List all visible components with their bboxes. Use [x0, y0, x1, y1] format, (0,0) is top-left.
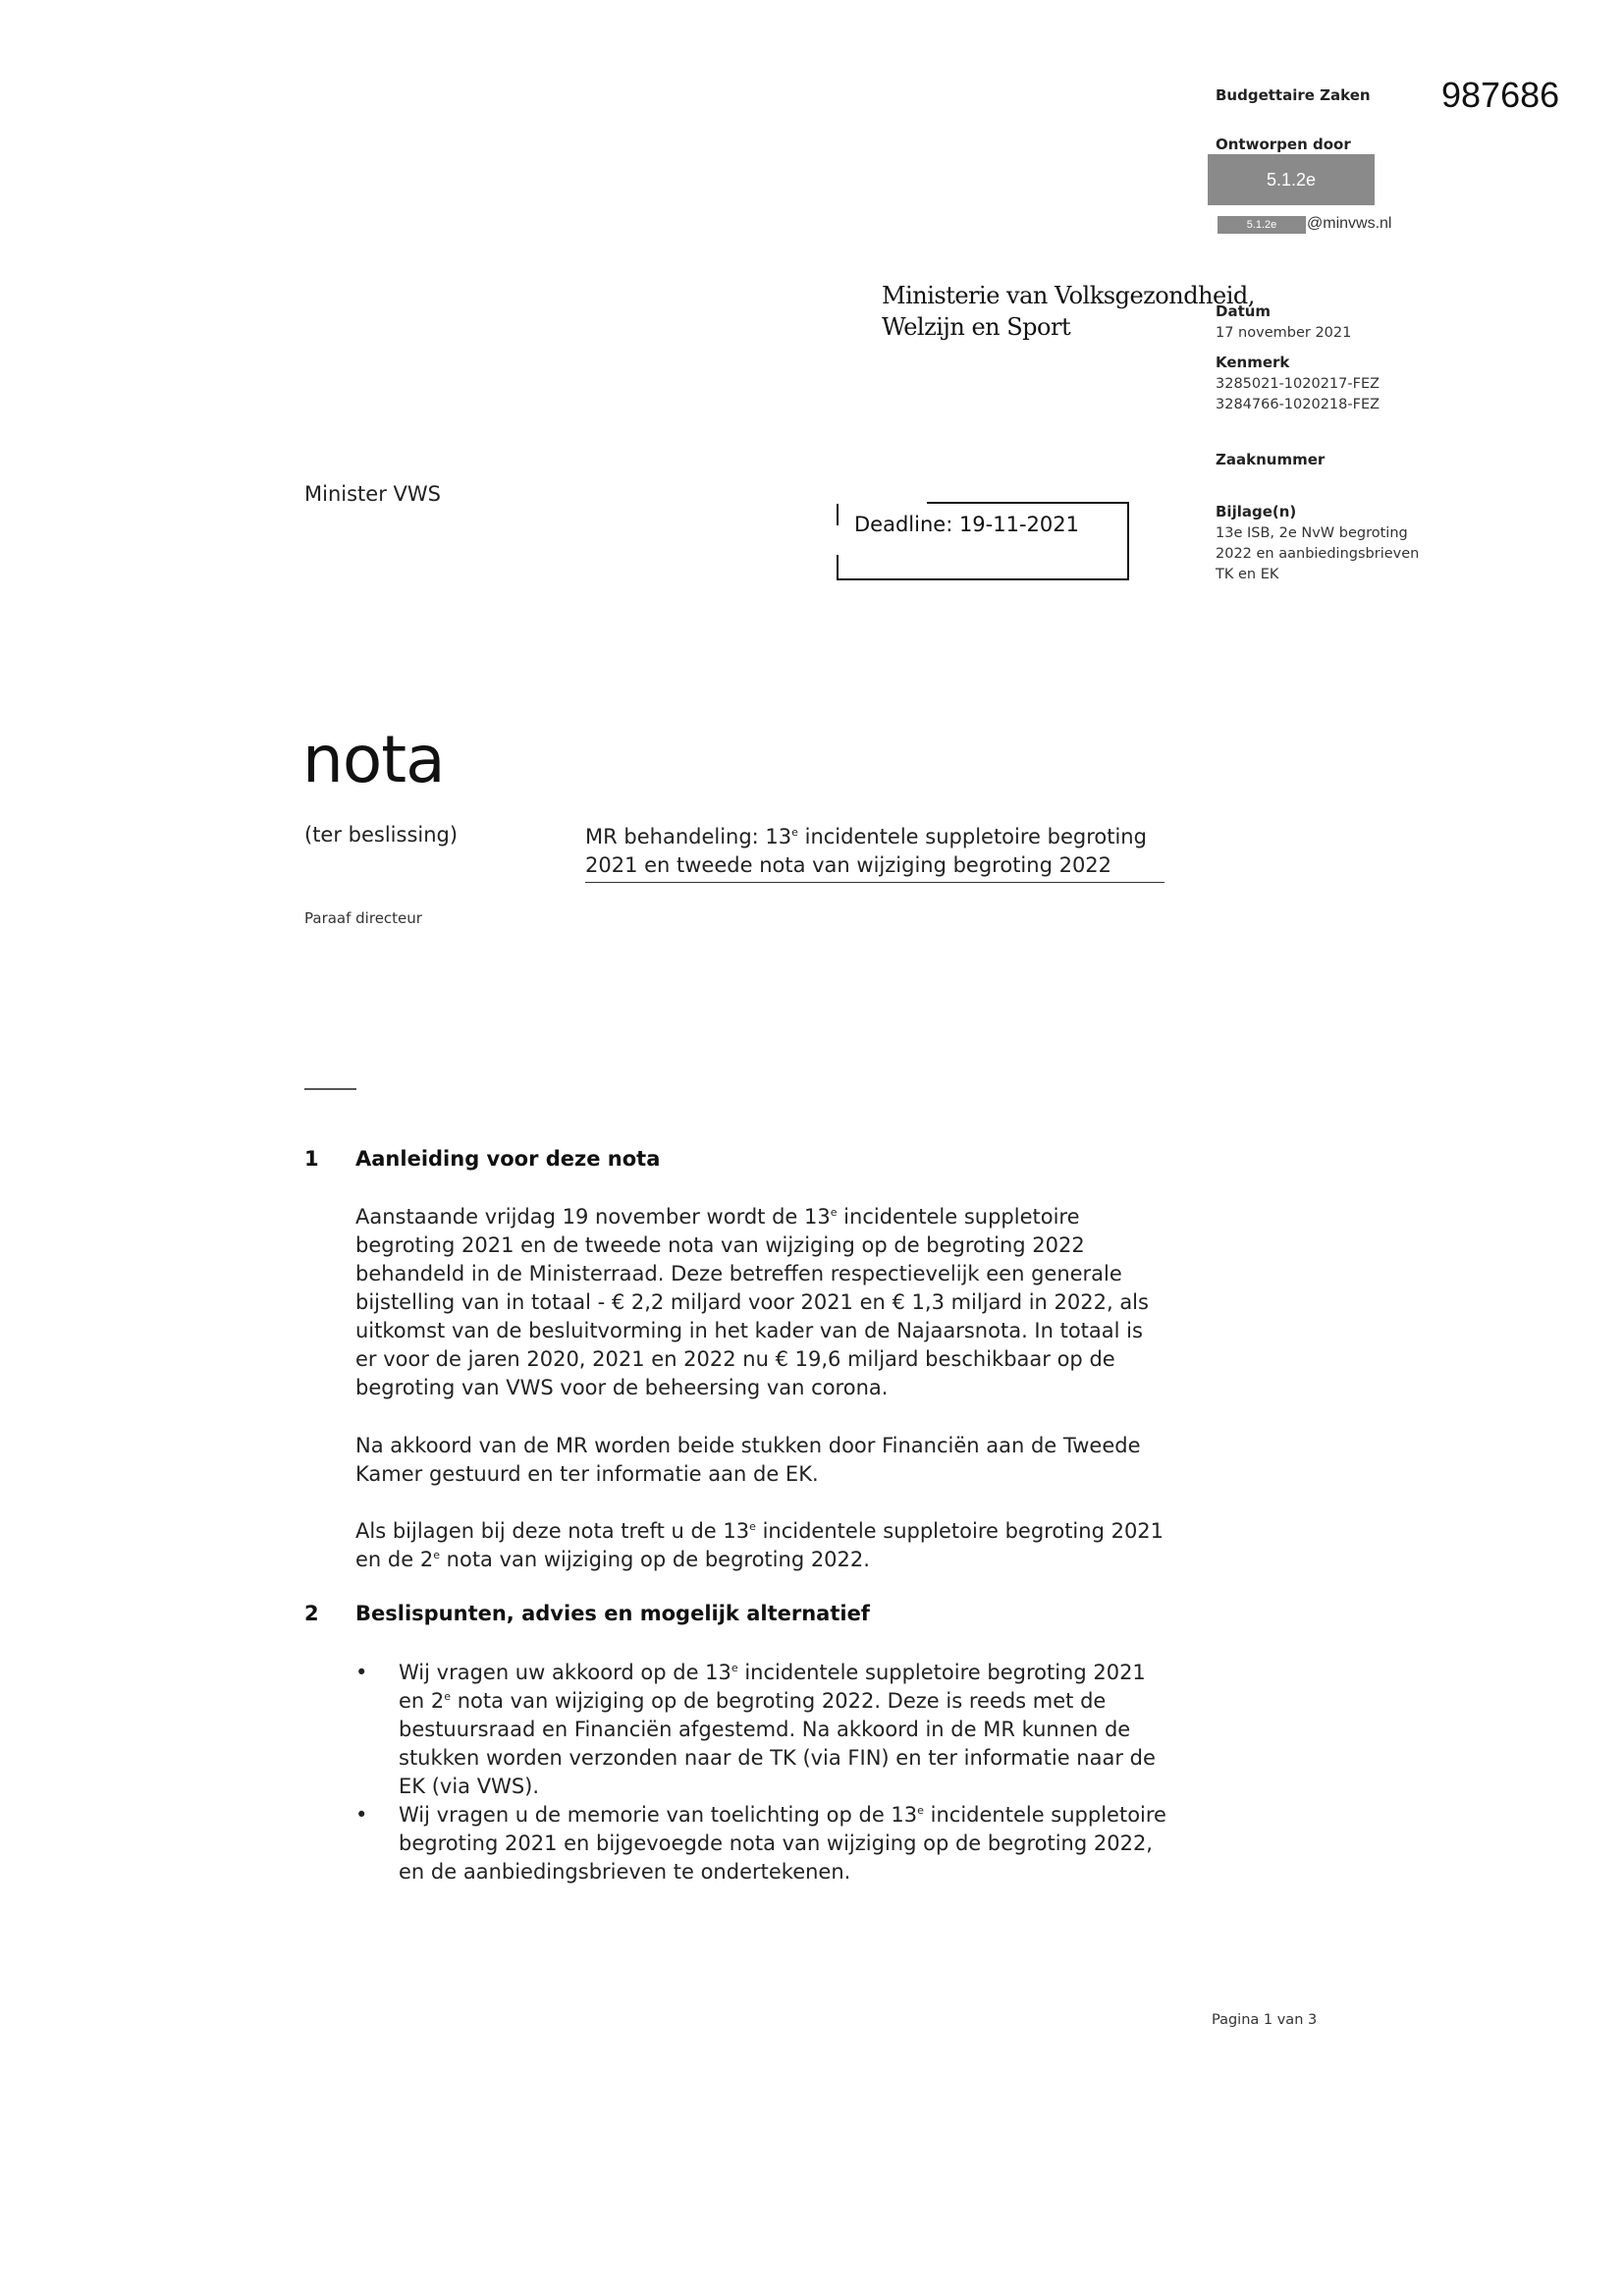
document-title: nota [302, 722, 445, 797]
paraaf-label: Paraaf directeur [304, 909, 422, 927]
date-label: Datum [1216, 302, 1272, 320]
divider [304, 1088, 356, 1090]
decision-type: (ter beslissing) [304, 823, 459, 847]
recipient: Minister VWS [304, 482, 441, 506]
section-1-paragraph-1: Aanstaande vrijdag 19 november wordt de 13e incidentele suppletoire begroting 2021 en de tweede nota van wijziging op de begroting 2022 behandeld in de Ministerraad. Deze betreffen respectievelijk een generale bijstelling van in totaal - € 2,2 miljard voor 2021 en € 1,3 miljard in 2022, als uitkomst van de besluitvorming in het kader van de Najaarsnota. In totaal is er voor de jaren 2020, 2021 en 2022 nu € 19,6 miljard beschikbaar op de begroting van VWS voor de beheersing van corona. [355, 1205, 1149, 1399]
bullet-icon: • [355, 1661, 368, 1684]
document-number: 987686 [1441, 75, 1560, 115]
reference-value-1: 3285021-1020217-FEZ [1216, 376, 1380, 392]
date-value: 17 november 2021 [1216, 325, 1352, 341]
cut-off-sidebar-label: Budgettaire Zaken [1216, 86, 1371, 104]
section-1-heading: Aanleiding voor deze nota [355, 1147, 661, 1171]
section-1-paragraph-2: Na akkoord van de MR worden beide stukken door Financiën aan de Tweede Kamer gestuurd en ter informatie aan de EK. [355, 1434, 1141, 1486]
email-suffix: @minvws.nl [1307, 215, 1392, 232]
bullet-icon: • [355, 1803, 368, 1827]
attachments-line-3: TK en EK [1216, 567, 1279, 582]
section-2-heading: Beslispunten, advies en mogelijk alternatief [355, 1602, 870, 1625]
designed-by-label: Ontworpen door [1216, 136, 1351, 153]
page-number: Pagina 1 van 3 [1212, 2012, 1318, 2028]
case-number-label: Zaaknummer [1216, 451, 1326, 468]
attachments-label: Bijlage(n) [1216, 503, 1297, 520]
section-1-number: 1 [304, 1147, 319, 1171]
ministry-line-1: Ministerie van Volksgezondheid, [882, 282, 1255, 309]
section-2-bullet-2: • Wij vragen u de memorie van toelichting op de 13e incidentele suppletoire begroting 2021 en bijgevoegde nota van wijziging op de begroting 2022, en de aanbiedingsbrieven te ondertekenen. [355, 1803, 1166, 1884]
reference-label: Kenmerk [1216, 354, 1290, 371]
attachments-line-1: 13e ISB, 2e NvW begroting [1216, 525, 1408, 541]
subject: MR behandeling: 13e incidentele suppletoire begroting 2021 en tweede nota van wijziging begroting 2022 [585, 823, 1164, 883]
deadline-text: Deadline: 19-11-2021 [854, 513, 1079, 536]
section-2-bullet-1: • Wij vragen uw akkoord op de 13e incidentele suppletoire begroting 2021 en 2e nota van wijziging op de begroting 2022. Deze is reeds met de bestuursraad en Financiën afgestemd. Na akkoord in de MR kunnen de stukken worden verzonden naar de TK (via FIN) en ter informatie naar de EK (via VWS). [355, 1661, 1156, 1798]
redaction-name: 5.1.2e [1208, 154, 1375, 205]
ministry-line-2: Welzijn en Sport [882, 313, 1071, 341]
section-1-paragraph-3: Als bijlagen bij deze nota treft u de 13e incidentele suppletoire begroting 2021 en de 2e nota van wijziging op de begroting 2022. [355, 1519, 1164, 1571]
reference-value-2: 3284766-1020218-FEZ [1216, 397, 1380, 412]
attachments-line-2: 2022 en aanbiedingsbrieven [1216, 546, 1420, 562]
redaction-email-prefix: 5.1.2e [1218, 216, 1306, 234]
section-2-number: 2 [304, 1602, 319, 1625]
